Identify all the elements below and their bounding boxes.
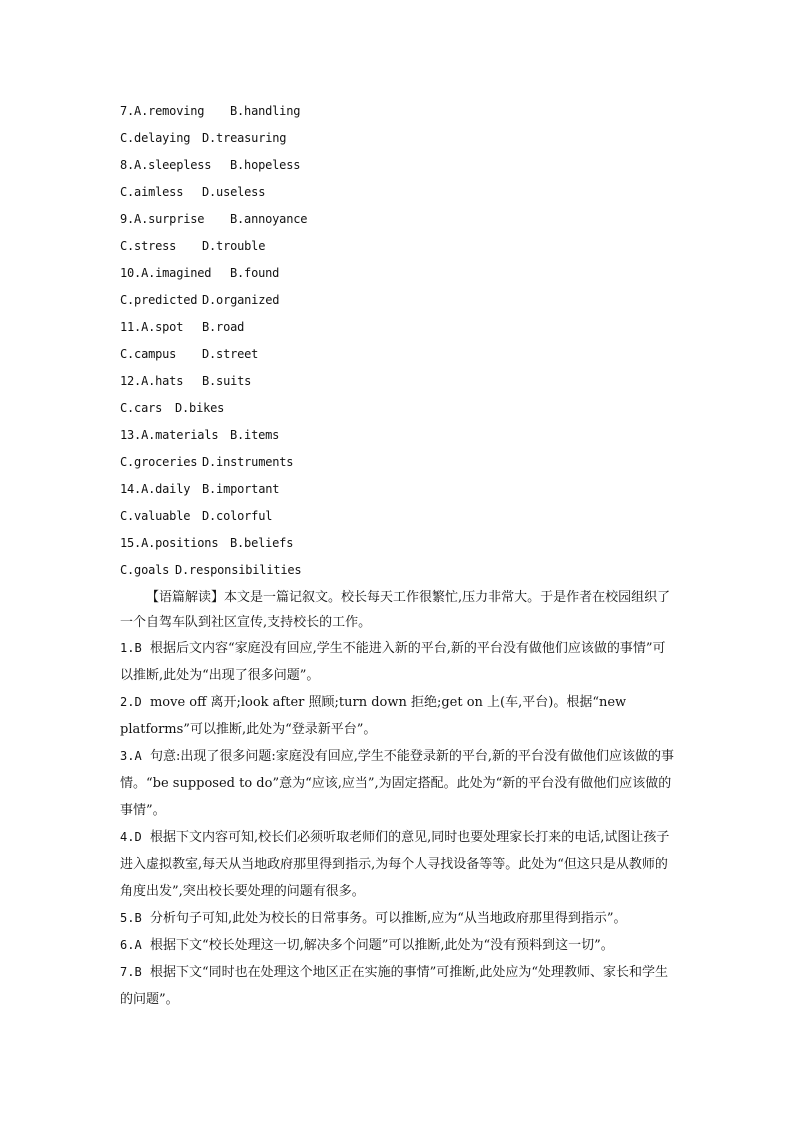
passage-summary: 【语篇解读】本文是一篇记叙文。校长每天工作很繁忙,压力非常大。于是作者在校园组织了一个自驾车队到社区宣传,支持校长的工作。	[120, 590, 671, 630]
option-line: 14.A.daily B.important	[120, 482, 280, 496]
option-line: 11.A.spot B.road	[120, 320, 245, 334]
option-line: C.aimless D.useless	[120, 185, 266, 199]
analysis-item: 3.A 句意:出现了很多问题:家庭没有回应,学生不能登录新的平台,新的平台没有做他们应该做的事情。“be supposed to do”意为“应该,应当”,为固定搭配。此处为“新的平台没有做他们应该做的事情”。	[120, 749, 674, 818]
option-line: C.cars D.bikes	[120, 401, 225, 415]
analysis-item: 2.D move off 离开;look after 照顾;turn down 拒绝;get on 上(车,平台)。根据“new platforms”可以推断,此处为“登录新平台”。	[120, 695, 627, 737]
option-line: C.delaying D.treasuring	[120, 131, 287, 145]
option-line: 13.A.materials B.items	[120, 428, 280, 442]
answer-analysis	[120, 585, 676, 1013]
option-line: 12.A.hats B.suits	[120, 374, 252, 388]
analysis-item: 6.A 根据下文“校长处理这一切,解决多个问题”可以推断,此处为“没有预料到这一切”。	[120, 938, 614, 953]
option-line: 10.A.imagined B.found	[120, 266, 280, 280]
answer-options	[120, 101, 307, 587]
option-line: C.predicted D.organized	[120, 293, 280, 307]
option-line: C.campus D.street	[120, 347, 259, 361]
option-line: C.goals D.responsibilities	[120, 563, 302, 577]
analysis-item: 1.B 根据后文内容“家庭没有回应,学生不能进入新的平台,新的平台没有做他们应该做的事情”可以推断,此处为“出现了很多问题”。	[120, 641, 666, 683]
option-line: 15.A.positions B.beliefs	[120, 536, 294, 550]
analysis-item: 7.B 根据下文“同时也在处理这个地区正在实施的事情”可推断,此处应为“处理教师、家长和学生的问题”。	[120, 965, 669, 1007]
option-line: 7.A.removing B.handling	[120, 104, 301, 118]
analysis-item: 4.D 根据下文内容可知,校长们必须听取老师们的意见,同时也要处理家长打来的电话,试图让孩子进入虚拟教室,每天从当地政府那里得到指示,为每个人寻找设备等等。此处为“但这只是从教师的角度出发”,突出校长要处理的问题有很多。	[120, 830, 670, 899]
analysis-item: 5.B 分析句子可知,此处为校长的日常事务。可以推断,应为“从当地政府那里得到指示”。	[120, 911, 627, 926]
option-line: 8.A.sleepless B.hopeless	[120, 158, 301, 172]
option-line: 9.A.surprise B.annoyance	[120, 212, 308, 226]
option-line: C.groceries D.instruments	[120, 455, 294, 469]
option-line: C.stress D.trouble	[120, 239, 266, 253]
option-line: C.valuable D.colorful	[120, 509, 273, 523]
